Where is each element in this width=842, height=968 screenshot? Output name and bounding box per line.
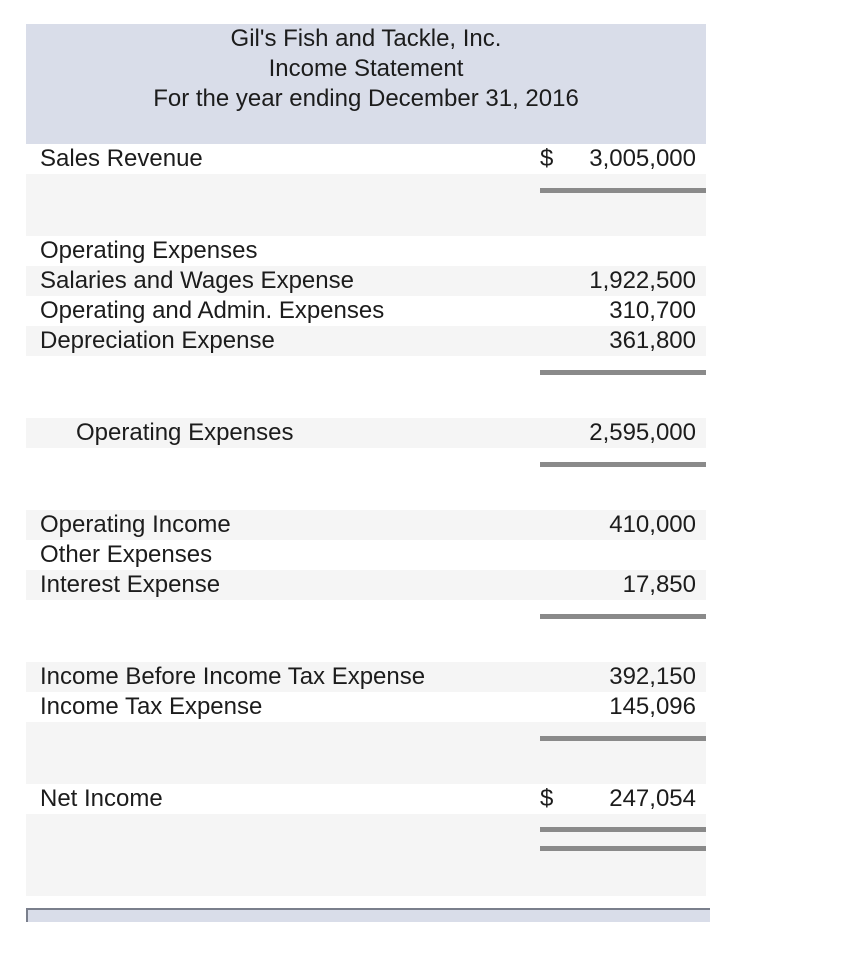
other-expenses-heading: Other Expenses: [40, 541, 213, 568]
depreciation-label: Depreciation Expense: [40, 327, 275, 354]
operating-admin-label: Operating and Admin. Expenses: [40, 297, 385, 324]
income-tax-label: Income Tax Expense: [40, 693, 263, 720]
operating-expenses-heading: Operating Expenses: [40, 237, 258, 264]
subtotal-rule: [540, 462, 706, 467]
income-before-tax-amount: 392,150: [609, 663, 696, 690]
depreciation-amount: 361,800: [609, 327, 696, 354]
income-statement-sheet: [26, 24, 706, 896]
interest-expense-label: Interest Expense: [40, 571, 221, 598]
subtotal-rule: [540, 188, 706, 193]
operating-admin-amount: 310,700: [609, 297, 696, 324]
net-income-amount: 247,054: [609, 785, 696, 812]
operating-expenses-total-label: Operating Expenses: [76, 419, 294, 446]
income-before-tax-label: Income Before Income Tax Expense: [40, 663, 426, 690]
salaries-wages-amount: 1,922,500: [589, 267, 696, 294]
double-rule-bottom: [540, 846, 706, 851]
sales-revenue-label: Sales Revenue: [40, 145, 203, 172]
dollar-sign: $: [540, 785, 554, 812]
subtotal-rule: [540, 736, 706, 741]
operating-income-label: Operating Income: [40, 511, 231, 538]
statement-title: Income Statement: [268, 55, 464, 82]
operating-expenses-total-amount: 2,595,000: [589, 419, 696, 446]
interest-expense-amount: 17,850: [622, 571, 696, 598]
salaries-wages-label: Salaries and Wages Expense: [40, 267, 354, 294]
dollar-sign: $: [540, 145, 554, 172]
statement-period: For the year ending December 31, 2016: [153, 85, 579, 112]
row-band: [26, 174, 706, 236]
double-rule-top: [540, 827, 706, 832]
net-income-label: Net Income: [40, 785, 163, 812]
subtotal-rule: [540, 370, 706, 375]
row-band: [26, 722, 706, 784]
sheet-bottom-tick: [26, 908, 28, 922]
operating-income-amount: 410,000: [609, 511, 696, 538]
income-tax-amount: 145,096: [609, 693, 696, 720]
sheet-bottom-border: [26, 908, 710, 922]
sales-revenue-amount: 3,005,000: [589, 145, 696, 172]
subtotal-rule: [540, 614, 706, 619]
company-name: Gil's Fish and Tackle, Inc.: [230, 25, 502, 52]
